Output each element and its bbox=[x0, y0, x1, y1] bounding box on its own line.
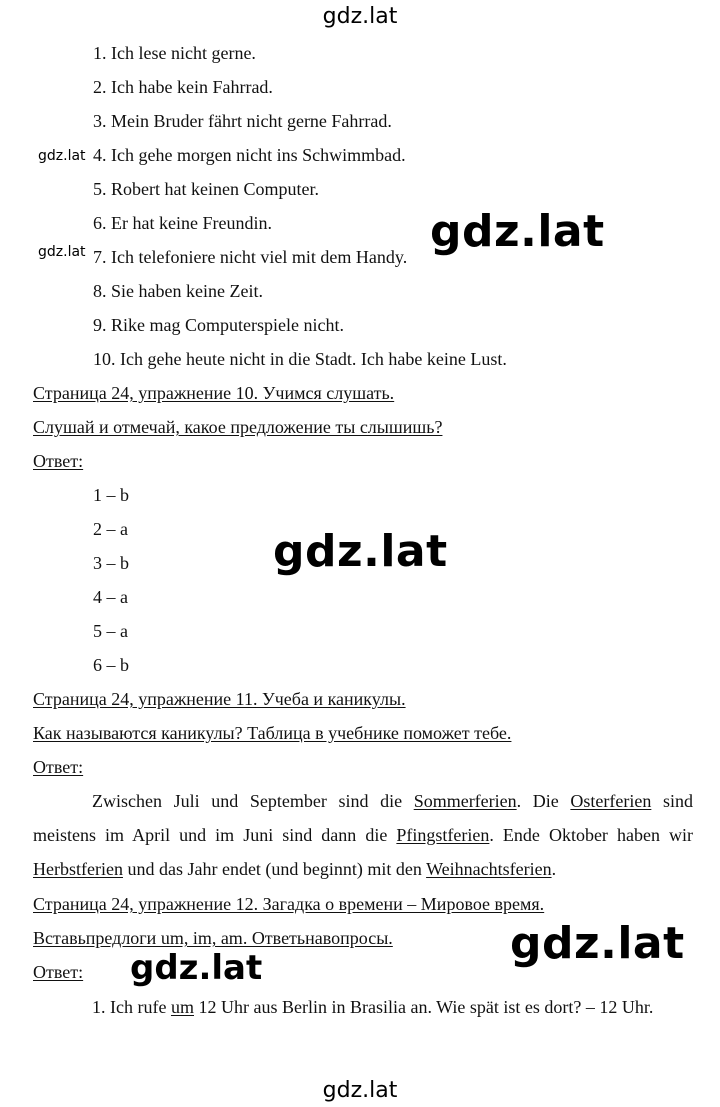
sentence-1: 1. Ich lese nicht gerne. bbox=[93, 43, 256, 63]
sentence-7: 7. Ich telefoniere nicht viel mit dem Handy. bbox=[93, 247, 408, 267]
ex10-answer-1: 1 – b bbox=[93, 485, 129, 505]
ex12-heading: Страница 24, упражнение 12. Загадка о времени – Мировое время. bbox=[33, 894, 545, 914]
ex12-task: Вставьпредлоги um, im, am. Ответьнавопросы. bbox=[33, 928, 393, 948]
ex11-word-pfingstferien: Pfingstferien bbox=[396, 825, 490, 845]
sentence-4: 4. Ich gehe morgen nicht ins Schwimmbad. bbox=[93, 145, 406, 165]
sentence-2: 2. Ich habe kein Fahrrad. bbox=[93, 77, 273, 97]
ex10-answer-5: 5 – a bbox=[93, 621, 128, 641]
sentence-5: 5. Robert hat keinen Computer. bbox=[93, 179, 319, 199]
watermark-big-1: gdz.lat bbox=[430, 206, 605, 257]
sentence-10: 10. Ich gehe heute nicht in die Stadt. Ich habe keine Lust. bbox=[93, 349, 507, 369]
ex11-word-herbstferien: Herbstferien bbox=[33, 859, 123, 879]
ex11-task: Как называются каникулы? Таблица в учебнике поможет тебе. bbox=[33, 723, 512, 743]
watermark-top: gdz.lat bbox=[322, 4, 398, 29]
ex12-text-1: 1. Ich rufe bbox=[92, 997, 171, 1017]
ex11-text-6: . bbox=[551, 859, 557, 879]
ex10-answer-label: Ответ: bbox=[33, 451, 84, 471]
watermark-side-1: gdz.lat bbox=[38, 148, 86, 164]
ex11-word-weihnachtsferien: Weihnachtsferien bbox=[426, 859, 552, 879]
ex11-answer-label: Ответ: bbox=[33, 757, 84, 777]
watermark-side-2: gdz.lat bbox=[38, 244, 86, 260]
ex11-word-osterferien: Osterferien bbox=[570, 791, 652, 811]
ex10-heading: Страница 24, упражнение 10. Учимся слушать. bbox=[33, 383, 395, 403]
watermark-big-3: gdz.lat bbox=[510, 918, 685, 969]
ex10-answer-6: 6 – b bbox=[93, 655, 129, 675]
ex11-word-sommerferien: Sommerferien bbox=[413, 791, 517, 811]
ex10-answer-4: 4 – a bbox=[93, 587, 128, 607]
sentence-3: 3. Mein Bruder fährt nicht gerne Fahrrad. bbox=[93, 111, 392, 131]
sentence-9: 9. Rike mag Computerspiele nicht. bbox=[93, 315, 344, 335]
ex11-text-4: . Ende Oktober haben wir bbox=[489, 825, 693, 845]
sentence-8: 8. Sie haben keine Zeit. bbox=[93, 281, 263, 301]
ex12-word-um: um bbox=[170, 997, 194, 1017]
sentence-6: 6. Er hat keine Freundin. bbox=[93, 213, 272, 233]
ex11-answer-paragraph bbox=[33, 784, 693, 886]
ex11-text-1: Zwischen Juli und September sind die bbox=[92, 791, 414, 811]
watermark-mid-1: gdz.lat bbox=[130, 948, 263, 988]
ex12-answer-paragraph bbox=[33, 990, 693, 1024]
ex11-text-5: und das Jahr endet (und beginnt) mit den bbox=[122, 859, 427, 879]
ex10-answer-3: 3 – b bbox=[93, 553, 129, 573]
ex10-task: Слушай и отмечай, какое предложение ты слышишь? bbox=[33, 417, 443, 437]
ex12-answer-label: Ответ: bbox=[33, 962, 84, 982]
ex11-text-3: sind meistens im April und im Juni sind dann die bbox=[33, 791, 693, 845]
ex10-answer-2: 2 – a bbox=[93, 519, 128, 539]
ex12-text-2: 12 Uhr aus Berlin in Brasilia an. Wie spät ist es dort? – 12 Uhr. bbox=[193, 997, 654, 1017]
ex11-heading: Страница 24, упражнение 11. Учеба и каникулы. bbox=[33, 689, 406, 709]
ex11-text-2: . Die bbox=[516, 791, 571, 811]
watermark-bottom: gdz.lat bbox=[322, 1078, 398, 1103]
watermark-big-2: gdz.lat bbox=[273, 526, 448, 577]
